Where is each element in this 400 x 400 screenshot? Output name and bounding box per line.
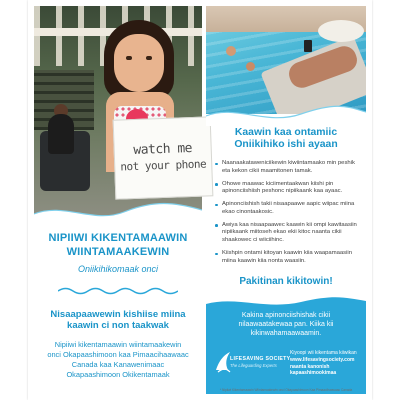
list-item: Awiya kaa nisaapaawec kaawin kii ompi kawitaasiin nipiikaank miitoseh ekao ekii kitoc naanta cikii shaakowec ci wiiciihinc. xyxy=(214,222,362,245)
contact-url[interactable] xyxy=(290,357,364,364)
contact-line-1: Kiyoopi wii kikentama kiiwikan xyxy=(290,350,357,356)
left-subtitle: Oniikihikomaak onci xyxy=(77,264,159,274)
right-headline-line-1: Kaawin kaa ontamiic xyxy=(234,127,338,138)
wave-divider-right xyxy=(206,104,366,126)
right-headline-line-2: Oniikihiko ishi ayaan xyxy=(234,139,338,150)
girl-face xyxy=(114,34,164,92)
panel-message-line-2: nilaawaatakewaa pan. Kiika kii xyxy=(238,321,334,328)
list-item: Naanaakataweniciikewin kiwiintamaako min peshik eta kekon cikii maamitonen tamak. xyxy=(214,160,362,175)
left-panel-body-line-3: Canada kaa Kanawenimaac xyxy=(71,360,165,369)
wave-divider-panel xyxy=(206,296,366,310)
panel-message-line-1: Kakina apinonciishishak cikii xyxy=(241,312,331,319)
wave-divider-left xyxy=(34,200,202,226)
left-panel-headline-line-1: Nisaapaawewin kishiise miina xyxy=(50,309,186,320)
child-swimmer-2 xyxy=(246,62,255,71)
list-item: Ohowe maawac kiciimentaakwan kiishi pin apinonciishiish peshonc nipiikaank kaa ayaac. xyxy=(214,181,362,196)
list-item: Kiishpin ontami kitoyan kaawin kiia waapamaasiin miina kaawin kiia nonta waasiin. xyxy=(214,250,362,265)
contact-line-4: kapaashimookimaa xyxy=(290,370,337,377)
logo-tagline: The Lifeguarding Experts xyxy=(230,363,277,368)
left-panel-body-line-1: Nipiiwi kikentamaawin wiintamaakewin xyxy=(54,340,182,349)
child-swimmer-1 xyxy=(226,46,236,56)
footnote: * Nipiiwi Kikentamaawin Wiintamaakewin onci Okapaashimoon Kaa Pimaacihaawaac Canada xyxy=(219,388,353,392)
photo-pool-lounger xyxy=(206,6,366,114)
sign-line-1: watch me xyxy=(133,140,193,159)
left-panel-body-line-2: onci Okapaashimoon kaa Pimaacihaawaac xyxy=(47,350,189,359)
logo-name: LIFESAVING SOCIETY xyxy=(230,356,291,362)
panel-message-line-3: kikinwahamaawaamin. xyxy=(250,330,322,337)
contact-line-3: naanta kanonish xyxy=(290,363,330,370)
left-title-line-2: WIINTAMAAKEWIN xyxy=(66,246,170,258)
left-panel-body-line-4: Okapaashimoon Okikentamaak xyxy=(66,370,170,379)
girl-eye-right xyxy=(146,56,152,60)
list-item: Apinonciishish takii nisaapaawe aapic wiipac miina ekao cinontaakosic. xyxy=(214,201,362,216)
sun-hat xyxy=(318,20,364,42)
call-to-action: Pakitinan kikitowin! xyxy=(239,276,333,287)
left-panel-headline xyxy=(34,309,202,331)
phone-icon xyxy=(304,40,312,52)
parent-on-phone xyxy=(48,114,74,154)
girl-eye-left xyxy=(126,56,132,60)
contact-info xyxy=(290,350,364,377)
handwritten-sign xyxy=(113,116,214,199)
poster xyxy=(28,0,372,400)
contact-url-text[interactable]: www.lifesavingsociety.com xyxy=(290,356,355,363)
left-panel-headline-line-2: kaawin ci non taakwak xyxy=(67,320,169,331)
right-headline xyxy=(206,127,366,151)
left-panel-body xyxy=(34,340,202,380)
left-title-line-1: NIPIIWI KIKENTAMAAWIN xyxy=(48,232,188,244)
squiggle-divider xyxy=(58,286,178,296)
safety-tips-list xyxy=(214,160,362,270)
panel-message xyxy=(206,311,366,338)
sign-line-2: not your phone xyxy=(120,157,207,174)
